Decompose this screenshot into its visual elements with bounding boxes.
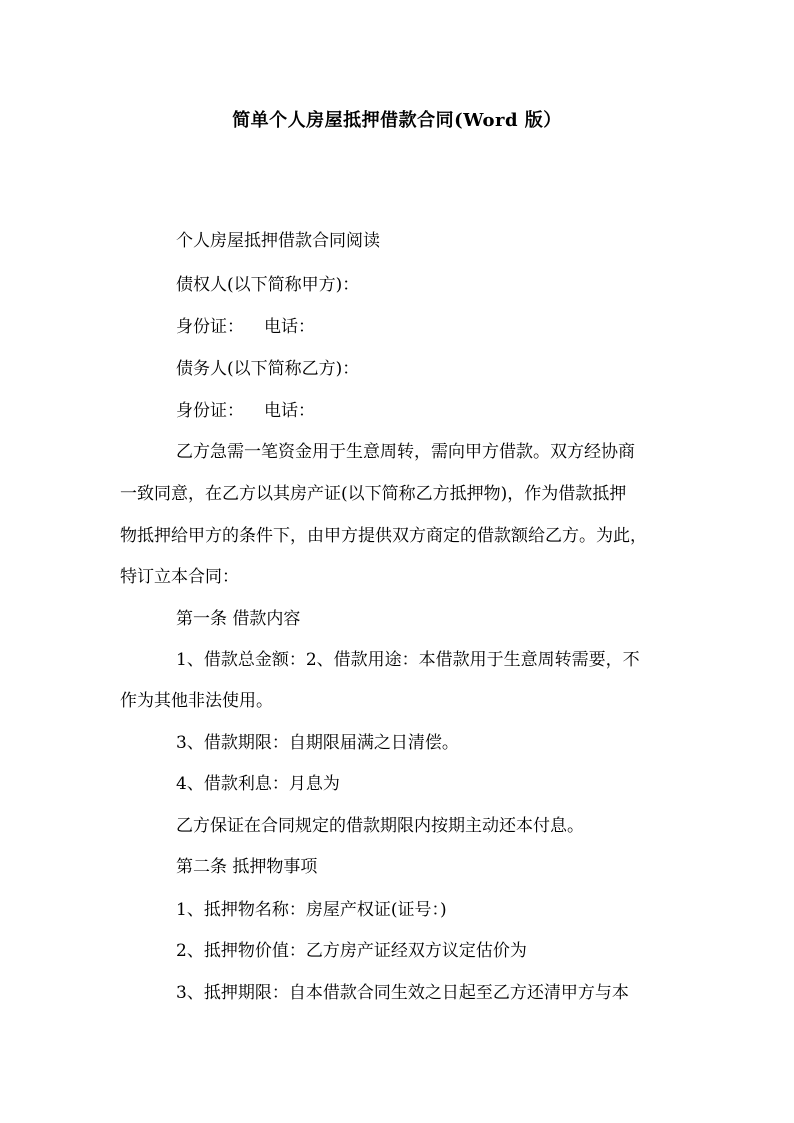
intro-line-3: 物抵押给甲方的条件下，由甲方提供双方商定的借款额给乙方。为此，	[120, 526, 647, 546]
article-1-note: 乙方保证在合同规定的借款期限内按期主动还本付息。	[176, 816, 584, 836]
article-1-item-1b: 作为其他非法使用。	[120, 691, 273, 711]
debtor-label: 债务人(以下简称乙方)：	[176, 359, 360, 379]
article-2-item-1: 1、抵押物名称：房屋产权证(证号：)	[176, 900, 447, 920]
intro-line-2: 一致同意，在乙方以其房产证(以下简称乙方抵押物)，作为借款抵押	[120, 484, 627, 504]
creditor-id-label: 身份证：	[176, 317, 244, 337]
intro-line-4: 特订立本合同：	[120, 567, 239, 587]
debtor-id-phone-line	[176, 400, 315, 422]
article-2-title: 第二条 抵押物事项	[176, 857, 318, 877]
article-1-item-1a: 1、借款总金额：2、借款用途：本借款用于生意周转需要，不	[176, 650, 640, 670]
article-2-item-2: 2、抵押物价值：乙方房产证经双方议定估价为	[176, 941, 527, 961]
article-2-item-3: 3、抵押期限：自本借款合同生效之日起至乙方还清甲方与本	[176, 983, 629, 1003]
document-title: 简单个人房屋抵押借款合同(Word 版）	[232, 110, 562, 131]
article-1-item-3: 3、借款期限：自期限届满之日清偿。	[176, 733, 459, 753]
heading-read: 个人房屋抵押借款合同阅读	[176, 231, 380, 251]
article-1-title: 第一条 借款内容	[176, 609, 301, 629]
creditor-id-phone-line	[176, 316, 315, 338]
debtor-id-label: 身份证：	[176, 401, 244, 421]
creditor-label: 债权人(以下简称甲方)：	[176, 275, 360, 295]
creditor-phone-label: 电话：	[264, 317, 315, 337]
debtor-phone-label: 电话：	[264, 401, 315, 421]
article-1-item-4: 4、借款利息：月息为	[176, 774, 340, 794]
intro-line-1: 乙方急需一笔资金用于生意周转，需向甲方借款。双方经协商	[176, 442, 635, 462]
